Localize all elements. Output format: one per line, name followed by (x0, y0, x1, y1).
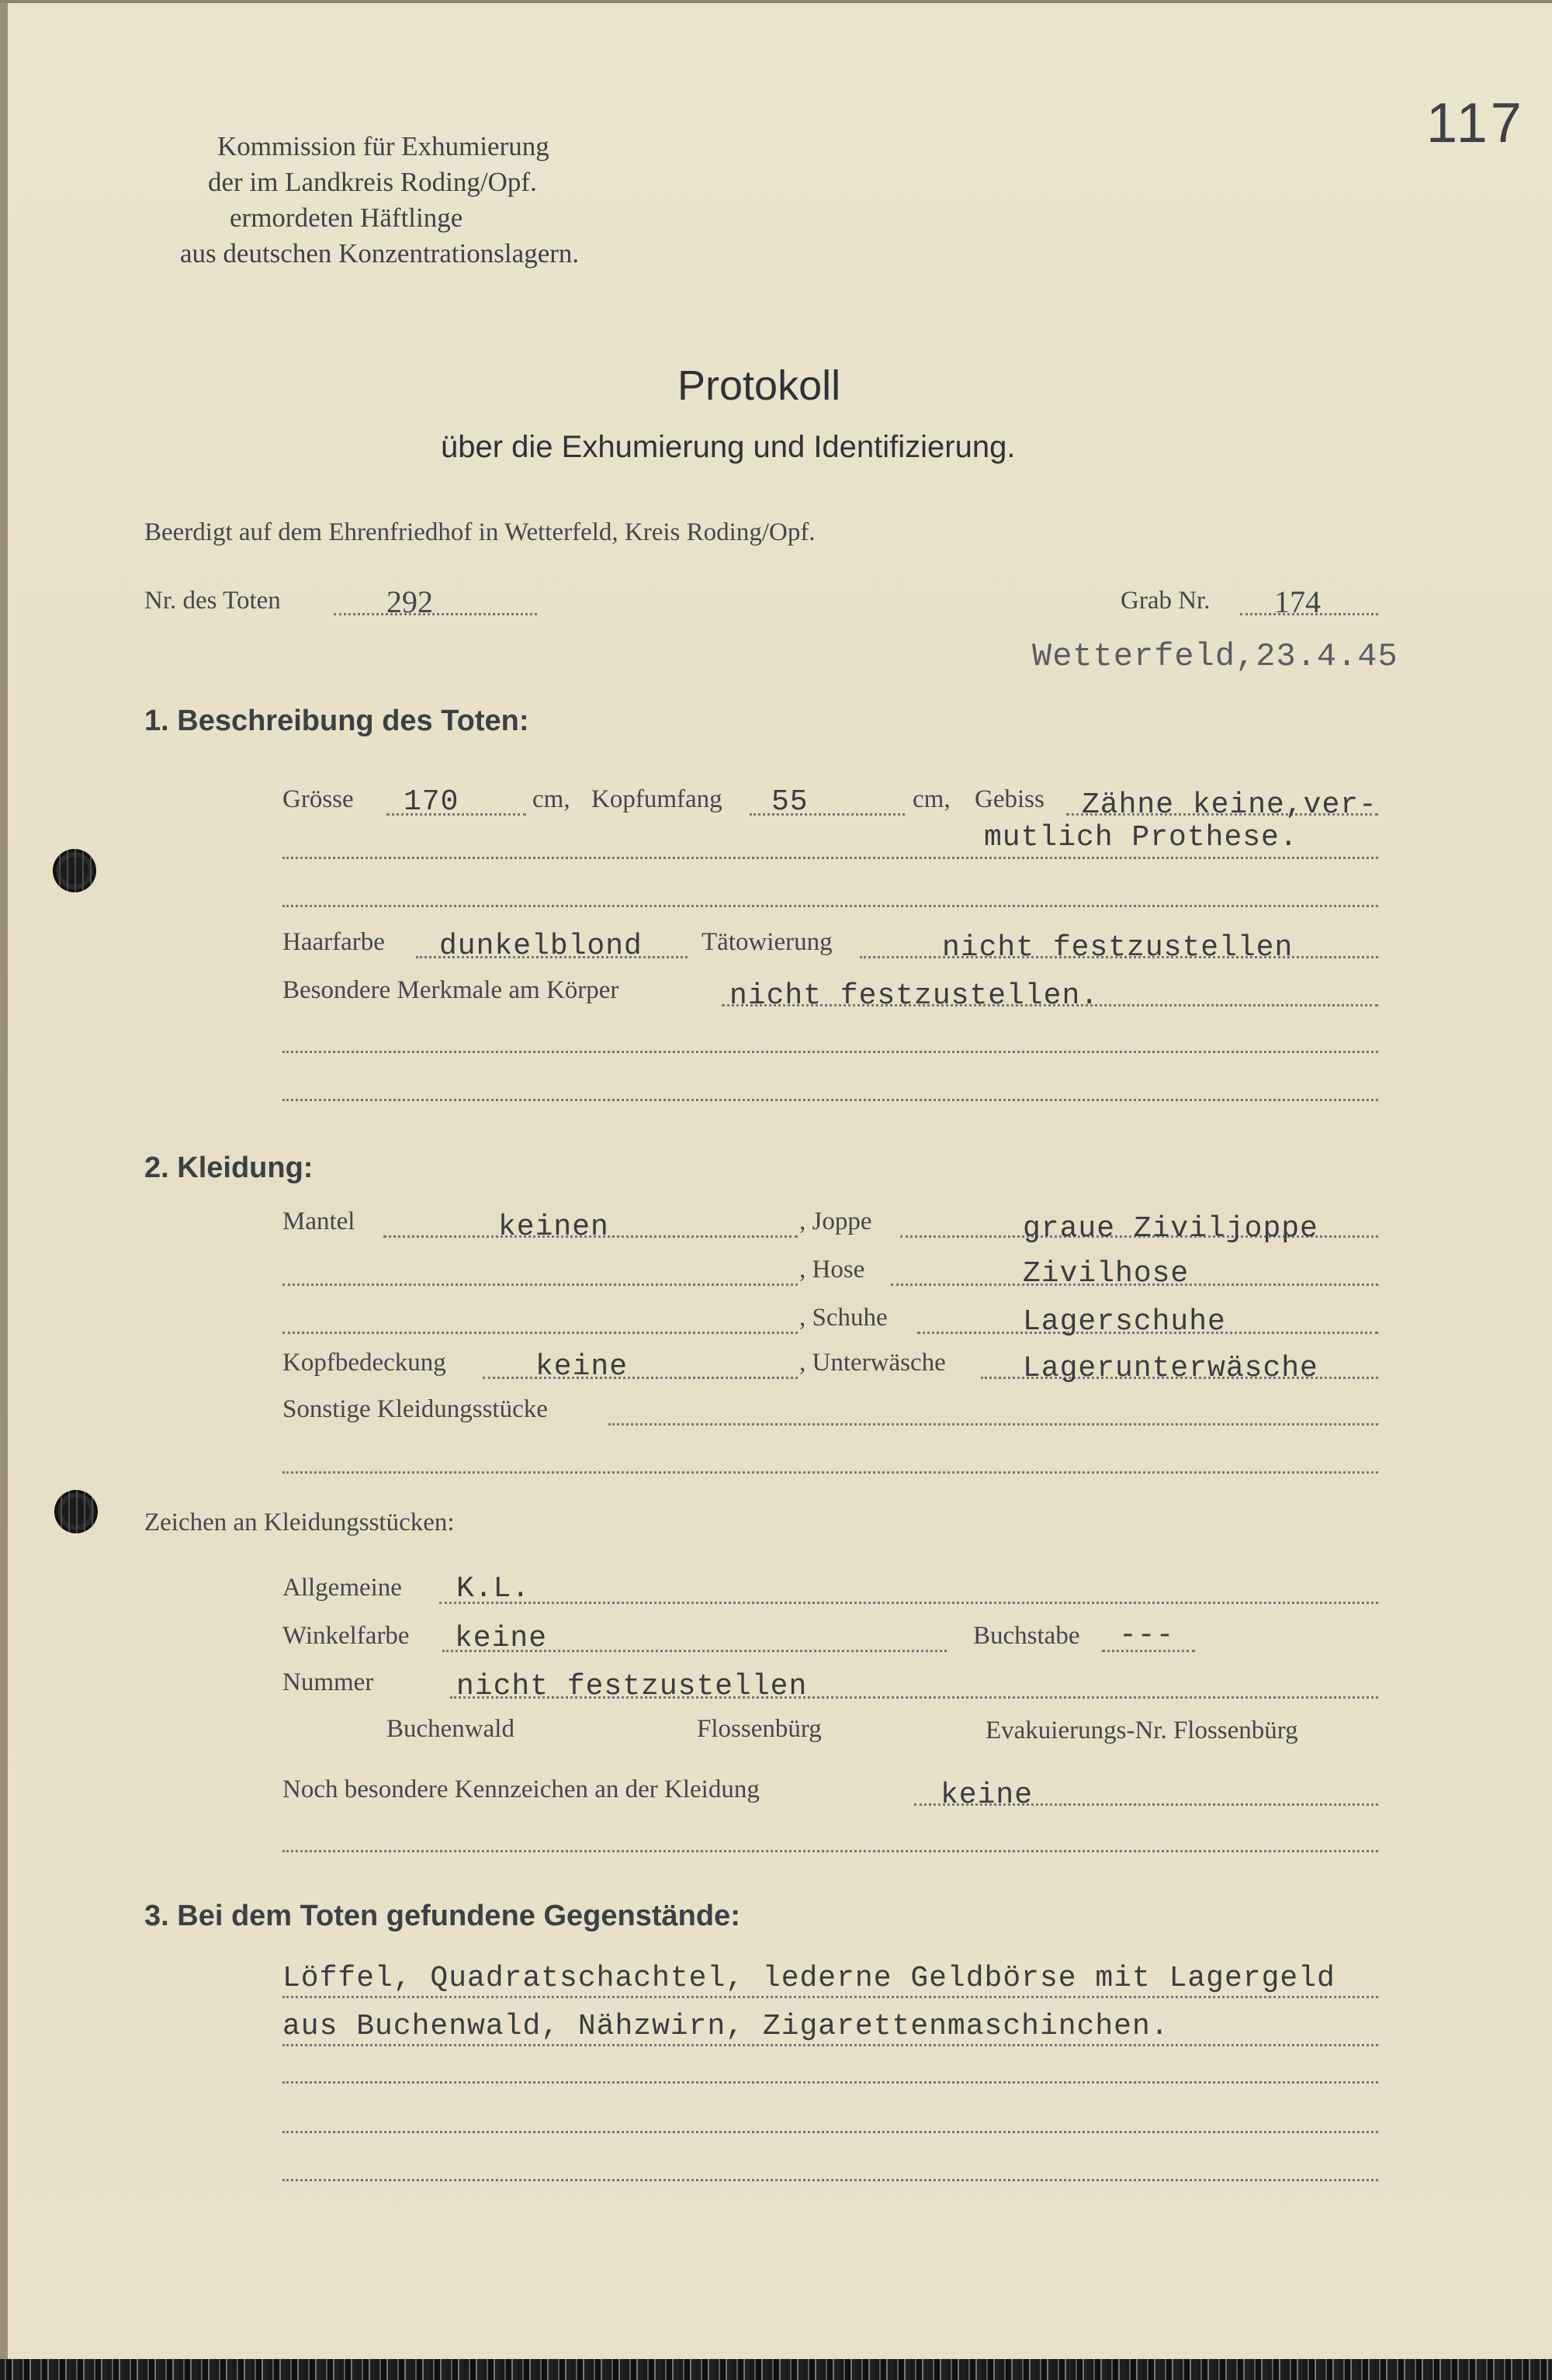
dotted-line (282, 1051, 1378, 1053)
camp-buchenwald: Buchenwald (386, 1715, 514, 1743)
dotted-line (282, 2081, 1378, 2084)
film-strip (0, 2359, 1552, 2380)
triangle-color-label: Winkelfarbe (282, 1622, 410, 1650)
cm-label-2: cm, (913, 785, 951, 813)
section-1-heading: 1. Beschreibung des Toten: (144, 705, 529, 737)
other-marks-label: Noch besondere Kennzeichen an der Kleidung (282, 1775, 760, 1803)
page-edge (0, 0, 8, 2359)
items-line-2: aus Buchenwald, Nähzwirn, Zigarettenmaschinchen. (282, 2010, 1169, 2043)
page-edge-top (0, 0, 1552, 3)
head-size-value: 55 (771, 785, 809, 819)
punch-hole (53, 849, 96, 892)
commission-line-1: Kommission für Exhumierung (217, 131, 549, 161)
general-mark-value: K.L. (456, 1572, 531, 1606)
document-subtitle: über die Exhumierung und Identifizierung. (441, 430, 1016, 464)
head-size-label: Kopfumfang (591, 785, 722, 813)
underwear-label: , Unterwäsche (799, 1349, 946, 1377)
dead-number-value: 292 (386, 584, 433, 619)
marks-heading: Zeichen an Kleidungsstücken: (144, 1509, 455, 1536)
other-clothing-label: Sonstige Kleidungsstücke (282, 1395, 548, 1423)
headwear-value: keine (535, 1350, 629, 1384)
tattoo-label: Tätowierung (702, 928, 833, 956)
jacket-value: graue Ziviljoppe (1023, 1212, 1318, 1245)
coat-value: keinen (498, 1211, 609, 1244)
punch-hole (54, 1490, 98, 1533)
teeth-value-line-2: mutlich Prothese. (984, 821, 1298, 854)
grave-number-label: Grab Nr. (1121, 587, 1211, 615)
dead-number-label: Nr. des Toten (144, 587, 281, 615)
dotted-line (282, 1284, 798, 1286)
other-marks-value: keine (941, 1779, 1034, 1812)
camp-flossenbuerg: Flossenbürg (697, 1715, 822, 1743)
shoes-value: Lagerschuhe (1023, 1305, 1226, 1339)
commission-line-2: der im Landkreis Roding/Opf. (208, 167, 537, 197)
dotted-line (282, 2179, 1378, 2181)
trousers-value: Zivilhose (1023, 1257, 1190, 1290)
dotted-line (282, 2044, 1378, 2046)
dotted-line (282, 1099, 1378, 1101)
trousers-label: , Hose (799, 1256, 865, 1284)
tattoo-value: nicht festzustellen (942, 931, 1294, 965)
shoes-label: , Schuhe (799, 1304, 888, 1332)
letter-label: Buchstabe (973, 1622, 1080, 1650)
teeth-value-line-1: Zähne keine,ver- (1082, 788, 1377, 822)
general-mark-label: Allgemeine (282, 1574, 402, 1602)
dotted-line (334, 613, 537, 615)
dotted-line (483, 1377, 798, 1379)
dotted-line (282, 905, 1378, 907)
jacket-label: , Joppe (799, 1207, 872, 1235)
dotted-line (282, 1332, 798, 1334)
letter-value: --- (1119, 1619, 1175, 1652)
page-number: 117 (1426, 92, 1525, 154)
burial-place: Beerdigt auf dem Ehrenfriedhof in Wetterfeld, Kreis Roding/Opf. (144, 518, 816, 546)
document-title: Protokoll (677, 362, 841, 409)
evacuation-number-label: Evakuierungs-Nr. Flossenbürg (986, 1717, 1298, 1744)
commission-line-4: aus deutschen Konzentrationslagern. (180, 238, 580, 268)
number-value: nicht festzustellen (456, 1670, 808, 1703)
dotted-line (282, 1471, 1378, 1474)
commission-line-3: ermordeten Häftlinge (230, 203, 463, 233)
section-2-heading: 2. Kleidung: (144, 1152, 314, 1184)
items-line-1: Löffel, Quadratschachtel, lederne Geldbörse mit Lagergeld (282, 1962, 1335, 1995)
dotted-line (608, 1423, 1378, 1426)
headwear-label: Kopfbedeckung (282, 1349, 446, 1377)
dotted-line (282, 1996, 1378, 1998)
number-label: Nummer (282, 1668, 374, 1696)
dotted-line (439, 1602, 1378, 1604)
coat-label: Mantel (282, 1207, 355, 1235)
height-label: Grösse (282, 785, 354, 813)
triangle-color-value: keine (455, 1622, 548, 1655)
dotted-line (282, 2131, 1378, 2133)
features-value: nicht festzustellen. (729, 979, 1100, 1013)
underwear-value: Lagerunterwäsche (1023, 1352, 1318, 1385)
dotted-line (282, 1850, 1378, 1852)
features-label: Besondere Merkmale am Körper (282, 976, 619, 1004)
date-stamp: Wetterfeld,23.4.45 (1032, 638, 1398, 675)
hair-color-label: Haarfarbe (282, 928, 385, 956)
cm-label-1: cm, (532, 785, 570, 813)
height-value: 170 (404, 785, 459, 819)
teeth-label: Gebiss (975, 785, 1044, 813)
grave-number-value: 174 (1274, 584, 1321, 619)
section-3-heading: 3. Bei dem Toten gefundene Gegenstände: (144, 1900, 740, 1932)
dotted-line (282, 857, 1378, 859)
hair-color-value: dunkelblond (439, 930, 643, 963)
